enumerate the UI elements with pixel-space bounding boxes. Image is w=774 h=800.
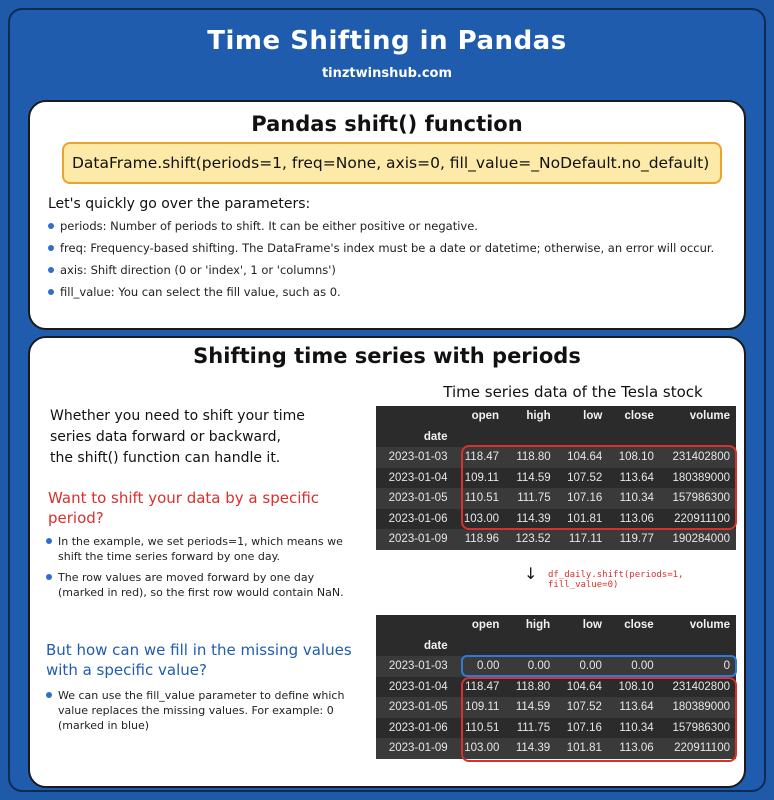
code-signature (62, 142, 722, 184)
lead-text: Whether you need to shift your time series data forward or backward, the shift() function can handle it. (50, 408, 305, 466)
table-cell: 157986300 (660, 488, 736, 509)
index-name: date (424, 639, 448, 652)
table-cell: 110.51 (453, 488, 505, 509)
down-arrow-icon: ↓ (524, 564, 538, 583)
table-title: Time series data of the Tesla stock (443, 383, 703, 401)
table-cell: 190284000 (660, 529, 736, 550)
table-cell: 107.52 (567, 471, 603, 484)
row-index: 2023-01-06 (388, 721, 448, 734)
parameters-intro: Let's quickly go over the parameters: (48, 196, 311, 212)
table-cell: 231402800 (660, 447, 736, 468)
table-cell: 113.06 (619, 512, 654, 525)
row-index: 2023-01-06 (388, 512, 448, 525)
col-header: high (525, 619, 551, 632)
table-cell: 110.34 (619, 721, 654, 734)
table-cell: 107.16 (557, 488, 609, 509)
shift-call: df_daily.shift(periods=1, fill_value=0) (548, 570, 684, 590)
page-title: Time Shifting in Pandas (207, 26, 567, 56)
shifting-periods-panel (28, 336, 746, 788)
table-cell: 111.75 (505, 488, 557, 509)
table-cell: 119.77 (608, 529, 660, 550)
table-cell: 111.75 (516, 721, 551, 734)
table-cell: 114.59 (516, 471, 551, 484)
table-cell: 118.47 (465, 680, 500, 693)
table-header-row (376, 406, 736, 427)
table-cell: 0.00 (608, 656, 660, 677)
red-bullet-list (46, 534, 346, 606)
table-cell: 109.11 (464, 471, 500, 484)
blue-highlight-fill (461, 655, 737, 677)
col-header: high (526, 410, 551, 423)
table-cell: 110.34 (608, 488, 660, 509)
blue-bullet-1: We can use the fill_value parameter to define which value replaces the missing values. For example: 0 (marked in blue) (46, 688, 346, 733)
table-cell: 103.00 (463, 512, 500, 525)
table-cell: 123.52 (505, 529, 557, 550)
table-cell: 220911100 (674, 512, 730, 525)
table-cell: 114.39 (505, 738, 556, 759)
col-header: volume (689, 619, 730, 632)
table-cell: 0.00 (505, 656, 556, 677)
red-heading: Want to shift your data by a specific period? (48, 489, 320, 527)
table-cell: 101.81 (567, 512, 603, 525)
col-header: low (582, 619, 602, 632)
table-cell: 108.10 (618, 680, 654, 693)
col-header: open (471, 619, 500, 632)
row-index: 2023-01-04 (388, 680, 448, 693)
table-cell: 104.64 (566, 680, 602, 693)
col-header: close (624, 619, 654, 632)
table-cell: 113.64 (608, 697, 660, 718)
table-cell: 231402800 (672, 680, 730, 693)
section1-title: Pandas shift() function (251, 112, 523, 136)
table-cell: 118.80 (505, 447, 557, 468)
table-cell: 118.47 (453, 447, 505, 468)
table-cell: 0.00 (454, 656, 506, 677)
blue-bullet-list (46, 688, 346, 739)
table-cell: 107.52 (556, 697, 608, 718)
col-header: close (624, 410, 654, 423)
table-cell: 113.64 (619, 471, 654, 484)
parameter-axis: axis: Shift direction (0 or 'index', 1 or 'columns') (48, 263, 738, 277)
row-index: 2023-01-03 (376, 447, 453, 468)
table-row (376, 529, 736, 550)
bullet-icon (48, 223, 54, 229)
page-subtitle: tinztwinshub.com (321, 66, 453, 81)
bullet-icon (48, 245, 54, 251)
parameter-periods: periods: Number of periods to shift. It can be either positive or negative. (48, 219, 738, 233)
index-name-row (376, 636, 736, 657)
table-cell: 0.00 (556, 656, 608, 677)
table-cell: 157986300 (672, 721, 730, 734)
row-index: 2023-01-03 (376, 656, 454, 677)
index-name-row (376, 427, 736, 448)
parameter-fill-value: fill_value: You can select the fill value, such as 0. (48, 285, 738, 299)
col-header: volume (689, 410, 730, 423)
red-highlight-shifted (461, 677, 737, 762)
index-name: date (423, 430, 448, 443)
table-cell: 117.11 (557, 529, 609, 550)
row-index: 2023-01-04 (388, 471, 448, 484)
table-cell: 0 (660, 656, 736, 677)
code-text: DataFrame.shift(periods=1, freq=None, axis=0, fill_value=_NoDefault.no_default) (72, 154, 710, 172)
parameter-list (48, 219, 738, 307)
table-cell: 118.96 (453, 529, 505, 550)
table-cell: 109.11 (454, 697, 506, 718)
section2-title: Shifting time series with periods (193, 344, 581, 368)
table-cell: 103.00 (454, 738, 506, 759)
row-index: 2023-01-05 (376, 697, 454, 718)
table-cell: 110.51 (465, 721, 500, 734)
bullet-icon (46, 538, 52, 544)
table-cell: 114.59 (505, 697, 556, 718)
bullet-icon (48, 267, 54, 273)
table-cell: 104.64 (557, 447, 609, 468)
bullet-icon (48, 289, 54, 295)
red-bullet-1: In the example, we set periods=1, which means we shift the time series forward by one day. (46, 534, 346, 564)
parameter-freq: freq: Frequency-based shifting. The DataFrame's index must be a date or datetime; otherwise, an error will occur. (48, 241, 738, 255)
row-index: 2023-01-05 (376, 488, 453, 509)
red-highlight-original (461, 445, 737, 530)
col-header: low (583, 410, 603, 423)
table-cell: 108.10 (608, 447, 660, 468)
table-cell: 118.80 (515, 680, 551, 693)
bullet-icon (46, 574, 52, 580)
blue-heading: But how can we fill in the missing values with a specific value? (46, 641, 352, 679)
row-index: 2023-01-09 (376, 529, 453, 550)
red-bullet-2: The row values are moved forward by one day (marked in red), so the first row would contain NaN. (46, 570, 346, 600)
table-cell: 180389000 (660, 697, 736, 718)
table-cell: 107.16 (566, 721, 602, 734)
table-cell: 220911100 (660, 738, 736, 759)
bullet-icon (46, 692, 52, 698)
table-cell: 180389000 (672, 471, 730, 484)
table-cell: 114.39 (516, 512, 551, 525)
shift-function-panel (28, 100, 746, 330)
table-cell: 101.81 (556, 738, 608, 759)
table-header-row (376, 615, 736, 636)
row-index: 2023-01-09 (376, 738, 454, 759)
table-cell: 113.06 (608, 738, 660, 759)
col-header: open (471, 410, 500, 423)
